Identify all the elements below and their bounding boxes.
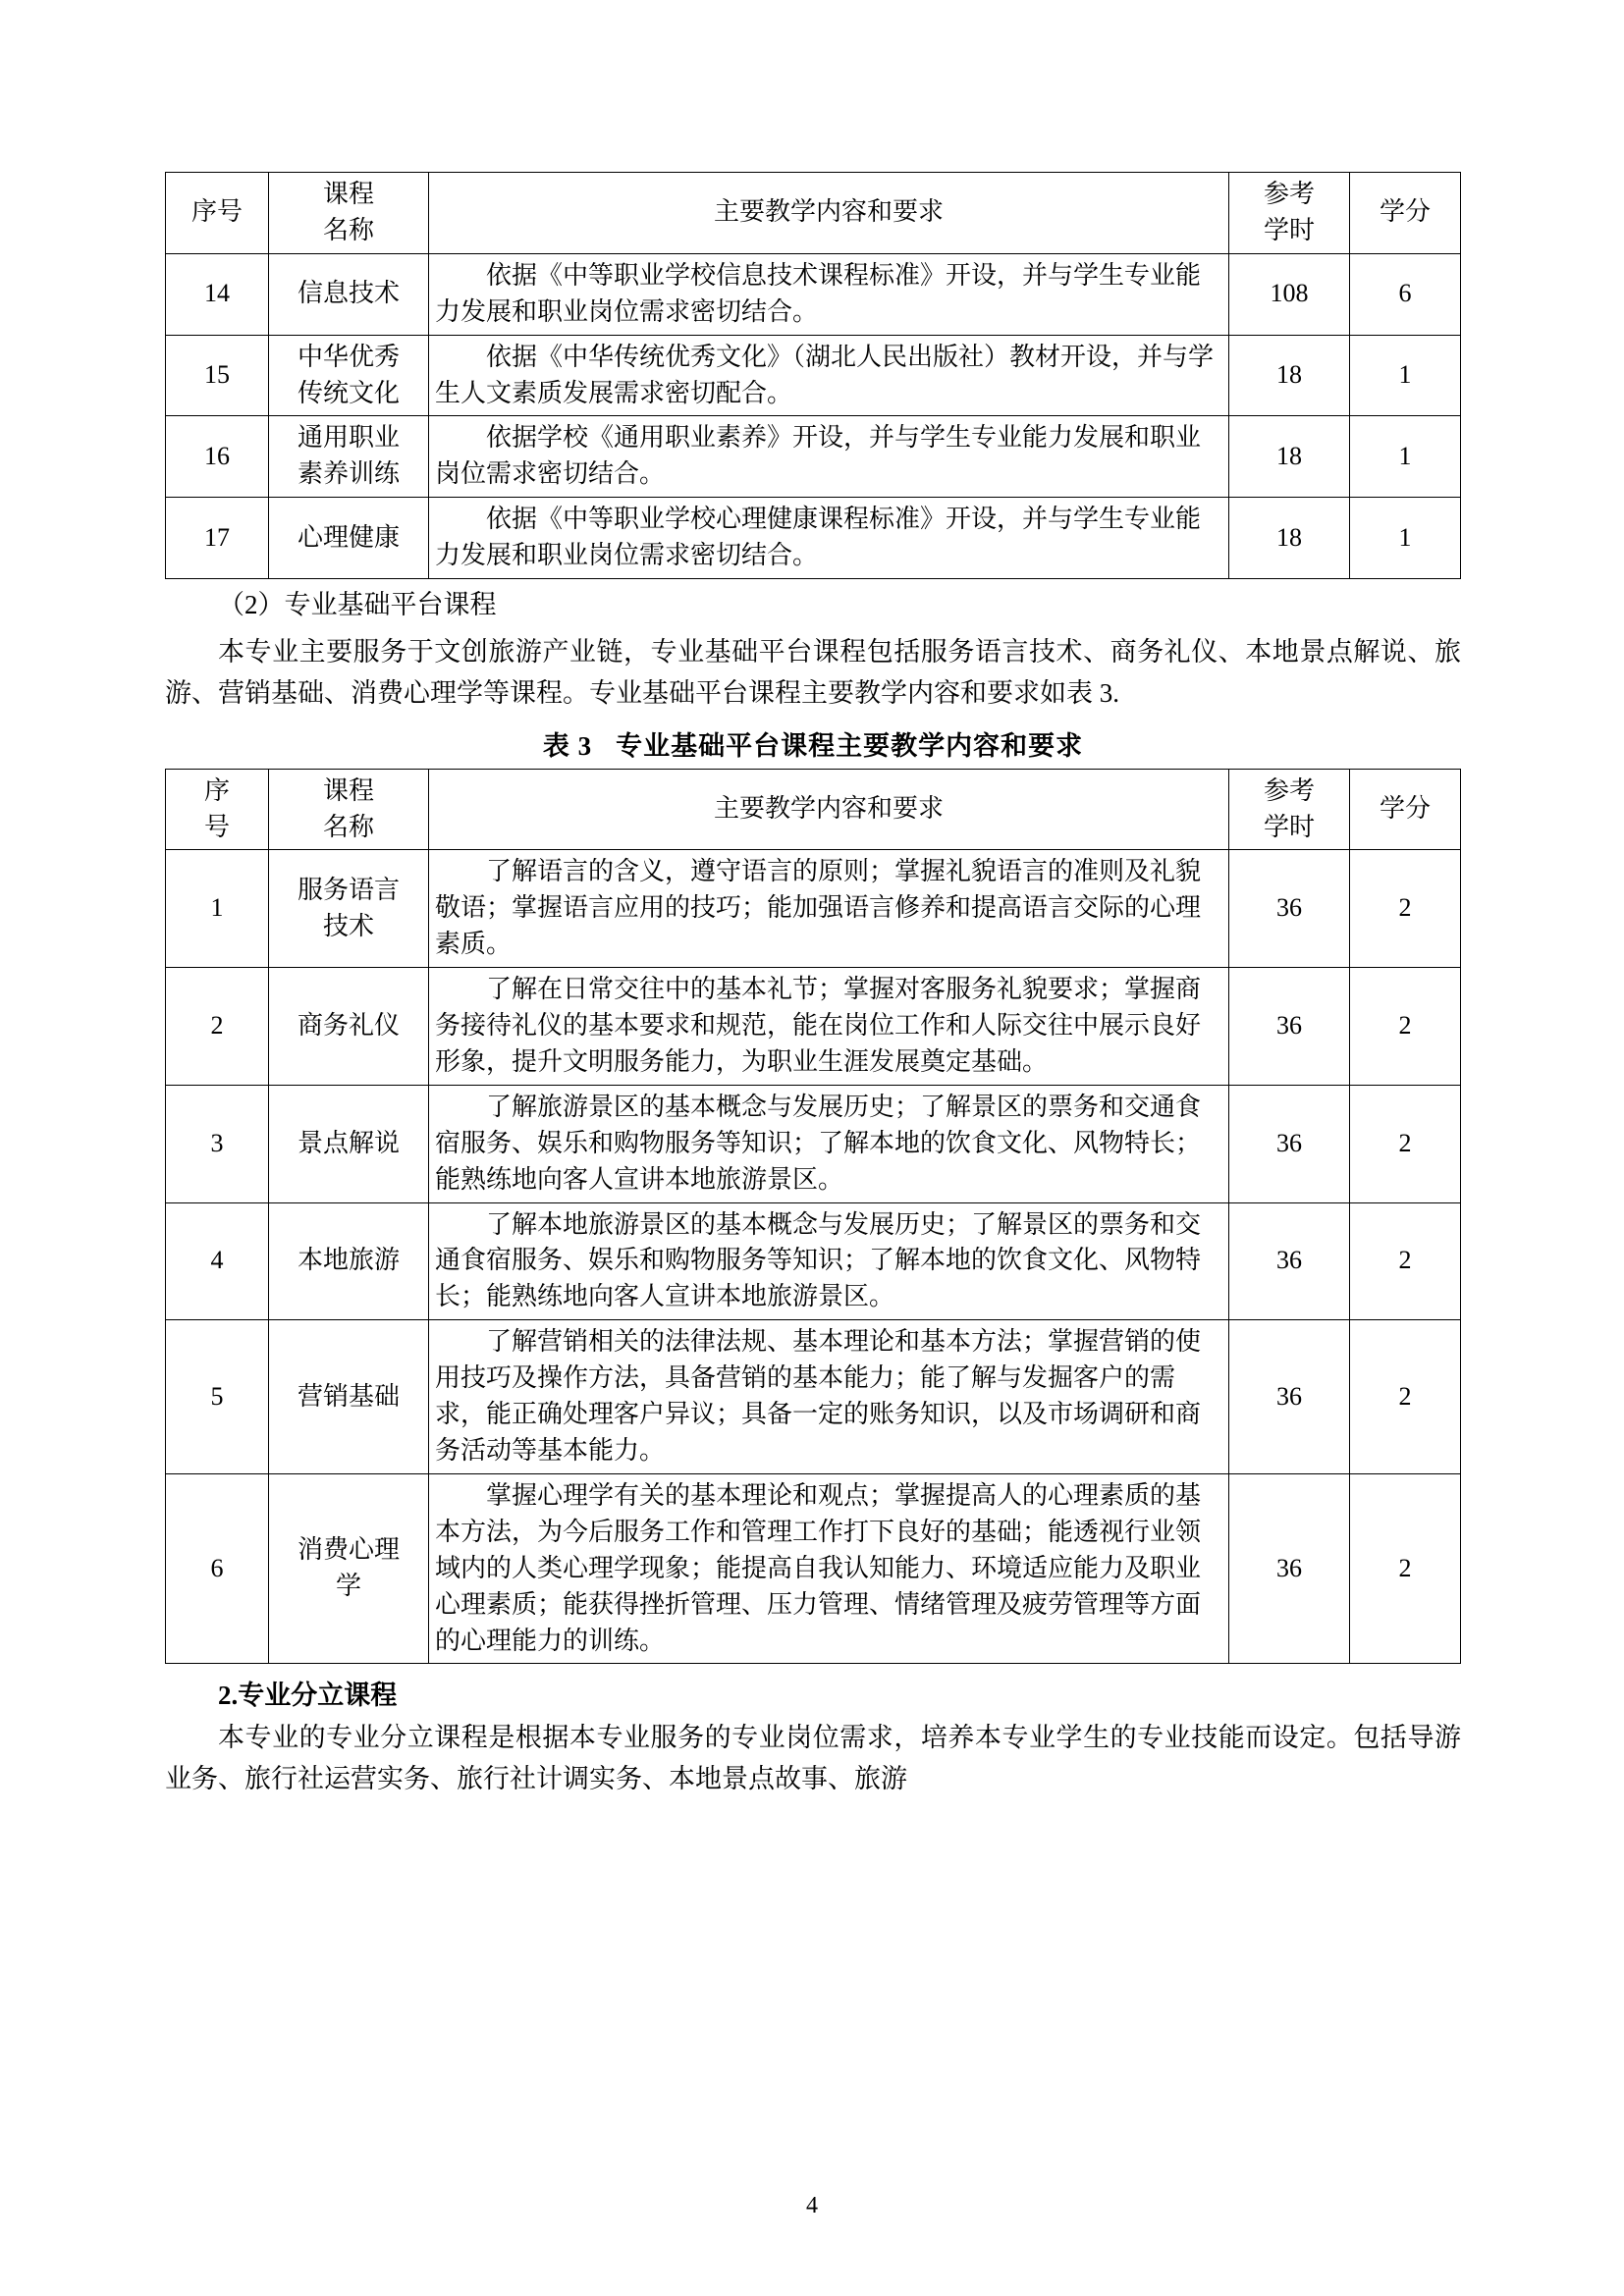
table-row-header [166,769,1461,850]
table-row [166,498,1461,579]
cell-hours: 18 [1229,335,1350,416]
cell-name [269,253,429,335]
cell-num: 4 [166,1202,269,1320]
cell-hours: 36 [1229,850,1350,968]
cell-num: 6 [166,1473,269,1664]
header-cell-desc: 主要教学内容和要求 [429,173,1229,254]
cell-name-line2: 技术 [322,911,374,940]
cell-credit: 2 [1350,1473,1461,1664]
cell-num: 1 [166,850,269,968]
header-num-line1: 序 [203,775,230,805]
cell-name-line1: 消费心理 [297,1535,400,1565]
header-cell-num [166,769,269,850]
cell-desc: 依据《中华传统优秀文化》（湖北人民出版社）教材开设，并与学生人文素质发展需求密切配合。 [429,335,1229,416]
header-cell-credit: 学分 [1350,173,1461,254]
cell-name [269,968,429,1086]
cell-hours: 36 [1229,1202,1350,1320]
cell-desc: 了解语言的含义，遵守语言的原则；掌握礼貌语言的准则及礼貌敬语；掌握语言应用的技巧；能加强语言修养和提高语言交际的心理素质。 [429,850,1229,968]
cell-name-line1: 通用职业 [297,423,400,453]
table-row [166,1473,1461,1664]
cell-hours: 18 [1229,498,1350,579]
cell-desc: 掌握心理学有关的基本理论和观点；掌握提高人的心理素质的基本方法，为今后服务工作和管理工作打下良好的基础；能透视行业领域内的人类心理学现象；能提高自我认知能力、环境适应能力及职业心理素质；能获得挫折管理、压力管理、情绪管理及疲劳管理等方面的心理能力的训练。 [429,1473,1229,1664]
cell-name-line2: 素养训练 [297,459,400,489]
cell-credit: 1 [1350,498,1461,579]
header-name-line2: 名称 [322,215,374,244]
header-cell-credit: 学分 [1350,769,1461,850]
cell-hours: 36 [1229,1473,1350,1664]
cell-credit: 2 [1350,1202,1461,1320]
page-number: 4 [806,2193,818,2218]
cell-credit: 6 [1350,253,1461,335]
header-hours-line2: 学时 [1263,812,1315,841]
table-row [166,1320,1461,1474]
cell-credit: 2 [1350,1085,1461,1202]
cell-name [269,1473,429,1664]
header-cell-desc: 主要教学内容和要求 [429,769,1229,850]
table-3-caption-text: 专业基础平台课程主要教学内容和要求 [616,730,1084,761]
header-hours-line1: 参考 [1263,180,1315,208]
table-2-public-basic-courses [165,172,1461,579]
table-3-caption [165,724,1461,763]
cell-name-line1: 商务礼仪 [297,1011,400,1041]
cell-name-line1: 中华优秀 [297,342,400,371]
cell-hours: 36 [1229,1085,1350,1202]
cell-desc: 了解旅游景区的基本概念与发展历史；了解景区的票务和交通食宿服务、娱乐和购物服务等知识；了解本地的饮食文化、风物特长；能熟练地向客人宣讲本地旅游景区。 [429,1085,1229,1202]
paragraph-basic-platform-desc: 本专业主要服务于文创旅游产业链，专业基础平台课程包括服务语言技术、商务礼仪、本地景点解说、旅游、营销基础、消费心理学等课程。专业基础平台课程主要教学内容和要求如表 3. [165,636,1461,708]
header-hours-line2: 学时 [1263,215,1315,244]
header-cell-hours [1229,769,1350,850]
header-name-line2: 名称 [322,812,374,841]
cell-hours: 36 [1229,968,1350,1086]
table-row [166,850,1461,968]
cell-desc: 了解本地旅游景区的基本概念与发展历史；了解景区的票务和交通食宿服务、娱乐和购物服务等知识；了解本地的饮食文化、风物特长；能熟练地向客人宣讲本地旅游景区。 [429,1202,1229,1320]
table-row [166,968,1461,1086]
cell-name [269,1085,429,1202]
cell-credit: 1 [1350,335,1461,416]
cell-name [269,335,429,416]
header-num-line2: 号 [203,812,230,841]
cell-credit: 2 [1350,1320,1461,1474]
table-row [166,335,1461,416]
cell-name [269,416,429,498]
cell-name-line1: 信息技术 [297,279,400,308]
cell-num: 3 [166,1085,269,1202]
cell-name-line1: 本地旅游 [297,1246,400,1275]
cell-desc: 依据学校《通用职业素养》开设，并与学生专业能力发展和职业岗位需求密切结合。 [429,416,1229,498]
page-content [165,172,1461,1800]
cell-num: 14 [166,253,269,335]
cell-name-line1: 心理健康 [297,522,400,552]
paragraph-subsection-2: （2）专业基础平台课程 [218,590,497,620]
cell-num: 16 [166,416,269,498]
cell-num: 17 [166,498,269,579]
cell-name [269,1320,429,1474]
table-3-caption-prefix: 表 3 [542,730,593,761]
cell-num: 5 [166,1320,269,1474]
cell-name-line1: 景点解说 [297,1128,400,1157]
cell-desc: 了解营销相关的法律法规、基本理论和基本方法；掌握营销的使用技巧及操作方法，具备营销的基本能力；能了解与发掘客户的需求，能正确处理客户异议；具备一定的账务知识，以及市场调研和商务活动等基本能力。 [429,1320,1229,1474]
table-row [166,253,1461,335]
cell-name [269,498,429,579]
cell-desc: 了解在日常交往中的基本礼节；掌握对客服务礼貌要求；掌握商务接待礼仪的基本要求和规范，能在岗位工作和人际交往中展示良好形象，提升文明服务能力，为职业生涯发展奠定基础。 [429,968,1229,1086]
header-name-line1: 课程 [322,180,374,208]
paragraph-separate-courses: 本专业的专业分立课程是根据本专业服务的专业岗位需求，培养本专业学生的专业技能而设定。包括导游业务、旅行社运营实务、旅行社计调实务、本地景点故事、旅游 [165,1723,1461,1794]
header-cell-name [269,173,429,254]
cell-credit: 2 [1350,850,1461,968]
cell-name-line1: 营销基础 [297,1381,400,1411]
cell-name-line2: 传统文化 [297,378,400,407]
table-row-header [166,173,1461,254]
cell-hours: 108 [1229,253,1350,335]
table-row [166,1085,1461,1202]
cell-credit: 2 [1350,968,1461,1086]
cell-name-line2: 学 [335,1572,361,1601]
table-row [166,1202,1461,1320]
cell-hours: 18 [1229,416,1350,498]
cell-name [269,1202,429,1320]
header-name-line1: 课程 [322,775,374,805]
cell-hours: 36 [1229,1320,1350,1474]
table-row [166,416,1461,498]
header-hours-line1: 参考 [1263,775,1315,805]
cell-num: 2 [166,968,269,1086]
cell-name-line1: 服务语言 [297,875,400,904]
cell-num: 15 [166,335,269,416]
cell-credit: 1 [1350,416,1461,498]
header-cell-hours [1229,173,1350,254]
cell-name [269,850,429,968]
header-cell-num: 序号 [166,173,269,254]
cell-desc: 依据《中等职业学校心理健康课程标准》开设，并与学生专业能力发展和职业岗位需求密切结合。 [429,498,1229,579]
table-3-basic-platform-courses [165,769,1461,1665]
cell-desc: 依据《中等职业学校信息技术课程标准》开设，并与学生专业能力发展和职业岗位需求密切结合。 [429,253,1229,335]
section-heading-2: 2.专业分立课程 [218,1681,398,1711]
header-cell-name [269,769,429,850]
